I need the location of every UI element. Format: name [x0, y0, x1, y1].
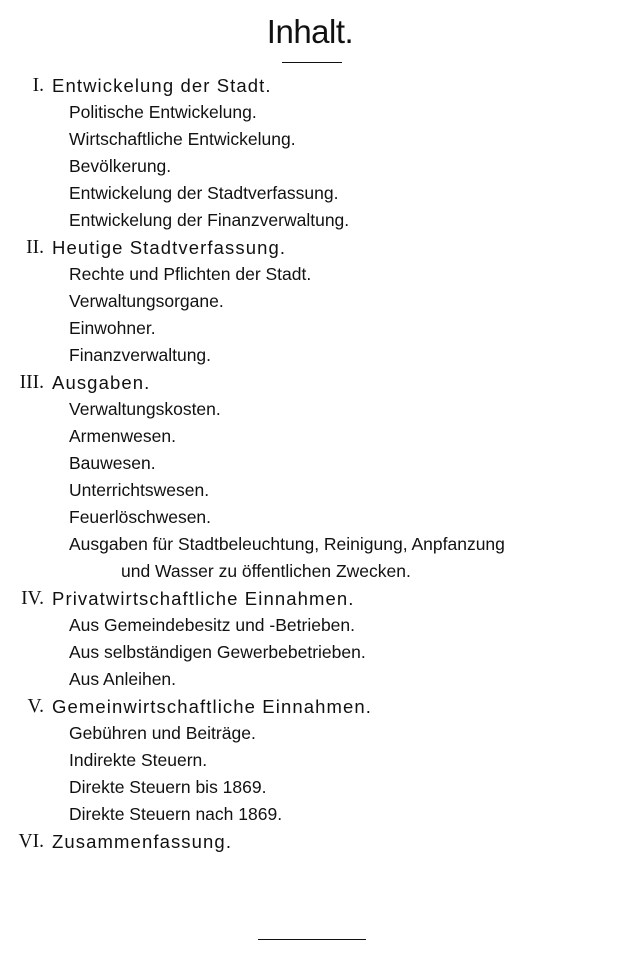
section-numeral: II.: [26, 237, 44, 258]
section-numeral: I.: [32, 75, 44, 96]
section-heading: [0, 828, 620, 855]
toc-entry: Armenwesen.: [69, 426, 176, 446]
toc-entry: Feuerlöschwesen.: [69, 507, 212, 527]
toc-section-1: [0, 72, 620, 234]
toc-entry: Entwickelung der Finanzverwaltung.: [69, 210, 350, 230]
toc-entry: Unterrichtswesen.: [69, 480, 210, 500]
toc-entry-long: [0, 531, 620, 585]
toc-entry: Direkte Steuern bis 1869.: [69, 777, 267, 797]
toc-section-3: [0, 369, 620, 585]
toc-entry: Einwohner.: [69, 318, 156, 338]
toc-entry: Gebühren und Beiträge.: [69, 723, 256, 743]
section-heading: [0, 234, 620, 261]
toc-entry: Aus Gemeindebesitz und -Betrieben.: [69, 615, 355, 635]
toc-entry: Aus selbständigen Gewerbebetrieben.: [69, 642, 366, 662]
toc-entry-line-1: Ausgaben für Stadtbeleuchtung, Reinigung, Anpfanzung: [69, 534, 505, 554]
toc-entry: Verwaltungskosten.: [69, 399, 221, 419]
toc-entry: Finanzverwaltung.: [69, 345, 212, 365]
section-numeral: IV.: [21, 588, 44, 609]
toc-section-2: [0, 234, 620, 369]
toc-entry: Politische Entwickelung.: [69, 102, 257, 122]
toc-entry: Verwaltungsorgane.: [69, 291, 224, 311]
toc-entry: Wirtschaftliche Entwickelung.: [69, 129, 296, 149]
section-title: Ausgaben.: [52, 372, 151, 393]
section-heading: [0, 585, 620, 612]
footer-rule: [258, 939, 366, 940]
toc-entry: Rechte und Pflichten der Stadt.: [69, 264, 312, 284]
subsection-list: [0, 261, 620, 369]
toc-entry: Bevölkerung.: [69, 156, 172, 176]
section-title: Heutige Stadtverfassung.: [52, 237, 287, 258]
toc-entry-line-2: und Wasser zu öffentlichen Zwecken.: [121, 561, 411, 581]
title-rule: [282, 62, 342, 63]
subsection-list: [0, 99, 620, 234]
toc-section-6: [0, 828, 620, 855]
toc-entry: Bauwesen.: [69, 453, 156, 473]
toc-section-4: [0, 585, 620, 693]
section-title: Zusammenfassung.: [52, 831, 233, 852]
toc-entry: Indirekte Steuern.: [69, 750, 208, 770]
toc-section-5: [0, 693, 620, 828]
section-heading: [0, 369, 620, 396]
section-heading: [0, 693, 620, 720]
section-numeral: III.: [19, 372, 44, 393]
page-title: Inhalt.: [266, 13, 354, 50]
subsection-list: [0, 396, 620, 585]
subsection-list: [0, 720, 620, 828]
toc-entry: Entwickelung der Stadtverfassung.: [69, 183, 339, 203]
section-numeral: VI.: [18, 831, 44, 852]
section-title: Entwickelung der Stadt.: [52, 75, 272, 96]
section-title: Privatwirtschaftliche Einnahmen.: [52, 588, 355, 609]
section-title: Gemeinwirtschaftliche Einnahmen.: [52, 696, 373, 717]
table-of-contents: [0, 72, 620, 855]
toc-entry: Direkte Steuern nach 1869.: [69, 804, 283, 824]
section-numeral: V.: [27, 696, 44, 717]
subsection-list: [0, 612, 620, 693]
toc-entry: Aus Anleihen.: [69, 669, 177, 689]
section-heading: [0, 72, 620, 99]
